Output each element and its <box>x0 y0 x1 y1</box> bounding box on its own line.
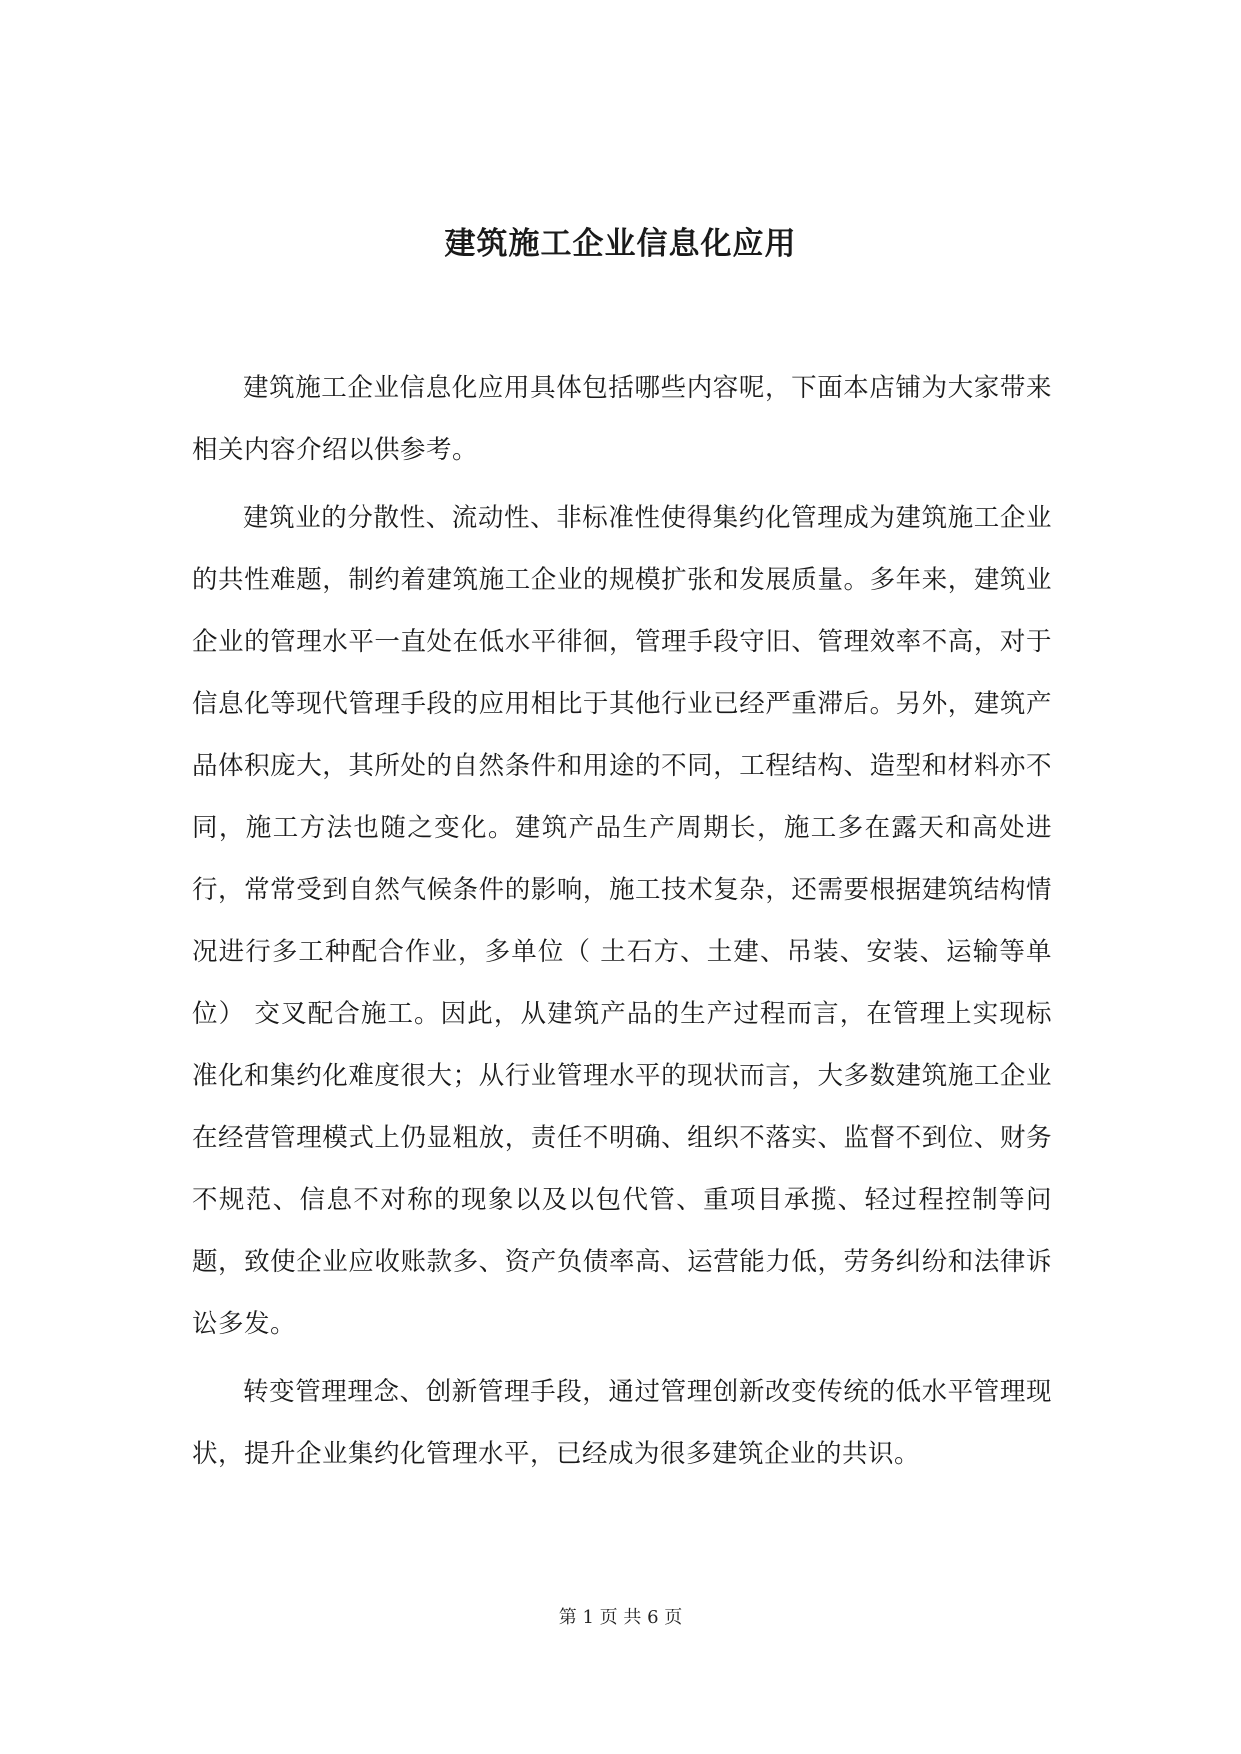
paragraph-management-innovation: 转变管理理念、创新管理手段，通过管理创新改变传统的低水平管理现状，提升企业集约化管理水平，已经成为很多建筑企业的共识。 <box>192 1377 1052 1469</box>
document-body <box>192 357 1052 1491</box>
paragraph-industry-problems: 建筑业的分散性、流动性、非标准性使得集约化管理成为建筑施工企业的共性难题，制约着建筑施工企业的规模扩张和发展质量。多年来，建筑业企业的管理水平一直处在低水平徘徊，管理手段守旧、管理效率不高，对于信息化等现代管理手段的应用相比于其他行业已经严重滞后。另外，建筑产品体积庞大，其所处的自然条件和用途的不同，工程结构、造型和材料亦不同，施工方法也随之变化。建筑产品生产周期长，施工多在露天和高处进行，常常受到自然气候条件的影响，施工技术复杂，还需要根据建筑结构情况进行多工种配合作业，多单位（ 土石方、土建、吊装、安装、运输等单位） 交叉配合施工。因此，从建筑产品的生产过程而言，在管理上实现标准化和集约化难度很大；从行业管理水平的现状而言，大多数建筑施工企业在经营管理模式上仍显粗放，责任不明确、组织不落实、监督不到位、财务不规范、信息不对称的现象以及以包代管、重项目承揽、轻过程控制等问题，致使企业应收账款多、资产负债率高、运营能力低，劳务纠纷和法律诉讼多发。 <box>192 503 1052 1339</box>
page-footer: 第 1 页 共 6 页 <box>558 1607 683 1628</box>
document-title: 建筑施工企业信息化应用 <box>444 226 797 262</box>
paragraph-intro: 建筑施工企业信息化应用具体包括哪些内容呢，下面本店铺为大家带来相关内容介绍以供参考。 <box>192 373 1052 465</box>
